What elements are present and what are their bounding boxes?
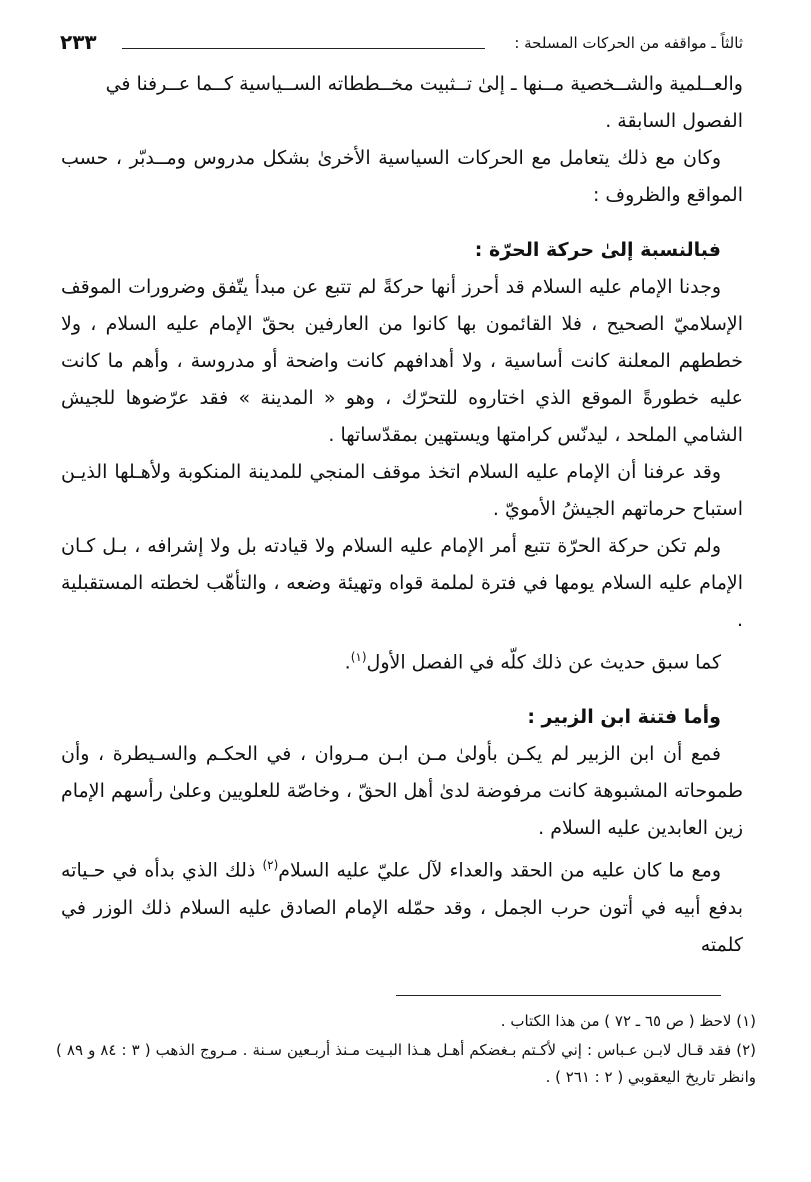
footnote-ref-1: (١) xyxy=(350,650,367,664)
paragraph-2: وكان مع ذلك يتعامل مع الحركات السياسية الأخرىٰ بشكل مدروس ومــدبّر ، حسب المواقع والظروف : xyxy=(61,147,743,206)
footnote-separator xyxy=(396,995,721,996)
page-header xyxy=(60,30,743,60)
header-rule xyxy=(122,48,485,49)
paragraph-6-text: كما سبق حديث عن ذلك كلّه في الفصل الأول xyxy=(366,651,721,674)
body-text xyxy=(61,66,743,964)
section-heading-harra: فبالنسبة إلىٰ حركة الحرّة : xyxy=(474,239,721,261)
footnotes xyxy=(56,1008,756,1093)
paragraph-8-part-a: ومع ما كان عليه من الحقد والعداء لآل عليّ عليه السلام xyxy=(278,859,721,882)
paragraph-7: فمع أن ابن الزبير لم يكـن بأولىٰ مـن ابـن مـروان ، في الحكـم والسـيطرة ، وأن طموحاته المشبوهة كانت مرفوضة لدىٰ أهل الحقّ ، وخاصّة للعلويين وعلىٰ رأسهم الإمام زين العابدين عليه السلام . xyxy=(61,743,743,840)
paragraph-5: ولم تكن حركة الحرّة تتبع أمر الإمام عليه السلام ولا قيادته بل ولا إشرافه ، بـل كـان الإمام عليه السلام يومها في فترة لملمة قواه وتهيئة وضعه ، والتأهّب لخطته المستقبلية . xyxy=(61,535,743,631)
paragraph-3: وجدنا الإمام عليه السلام قد أحرز أنها حركةً لم تتبع عن مبدأ يتّفق وضرورات الموقف الإسلاميّ الصحيح ، فلا القائمون بها كانوا من العارفين بحقّ الإمام عليه السلام ، ولا خططهم المعلنة كانت أساسية ، ولا أهدافهم كانت واضحة أو مدروسة ، وأهم ما كانت عليه خطورةً الموقع الذي اختاروه للتحرّك ، وهو « المدينة » فقد عرّضوها للجيش الشامي الملحد ، ليدنّس كرامتها ويستهين بمقدّساتها . xyxy=(61,276,743,446)
paragraph-8 xyxy=(61,847,743,963)
running-title: ثالثاً ـ مواقفه من الحركات المسلحة : xyxy=(514,34,743,52)
paragraph-1-line-2: الفصول السابقة . xyxy=(605,110,743,132)
footnote-ref-2: (٢) xyxy=(262,858,279,873)
paragraph-8-part-b: ذلك الذي بدأه في حـياته بدفع أبيه في أتون حرب الجمل ، وقد حمّله الإمام الصادق عليه السلام ذلك الوزر في كلمته xyxy=(61,859,743,956)
paragraph-4: وقد عرفنا أن الإمام عليه السلام اتخذ موقف المنجي للمدينة المنكوبة ولأهـلها الذيـن استباح حرماتهم الجيشُ الأمويّ . xyxy=(61,461,743,520)
paragraph-6-end: . xyxy=(344,651,351,674)
footnote-1: (١) لاحظ ( ص ٦٥ ـ ٧٢ ) من هذا الكتاب . xyxy=(500,1012,756,1030)
paragraph-1-line-1: والعــلمية والشــخصية مــنها ـ إلىٰ تــثبيت مخــططاته الســياسية كــما عــرفنا في xyxy=(105,73,743,95)
spacer xyxy=(61,681,743,699)
page-number: ٢٣٣ xyxy=(60,30,97,54)
spacer xyxy=(61,214,743,232)
section-heading-ibn-zubayr: وأما فتنة ابن الزبير : xyxy=(527,706,721,729)
paragraph-6 xyxy=(61,639,743,681)
footnote-2: (٢) فقد قـال لابـن عـباس : إني لأكـتم بـغضكم أهـل هـذا البـيت مـنذ أربـعين سـنة . مـروج الذهب ( ٣ : ٨٤ و ٨٩ ) وانظر تاريخ اليعقوبي ( ٢ : ٢٦١ ) . xyxy=(56,1041,757,1086)
